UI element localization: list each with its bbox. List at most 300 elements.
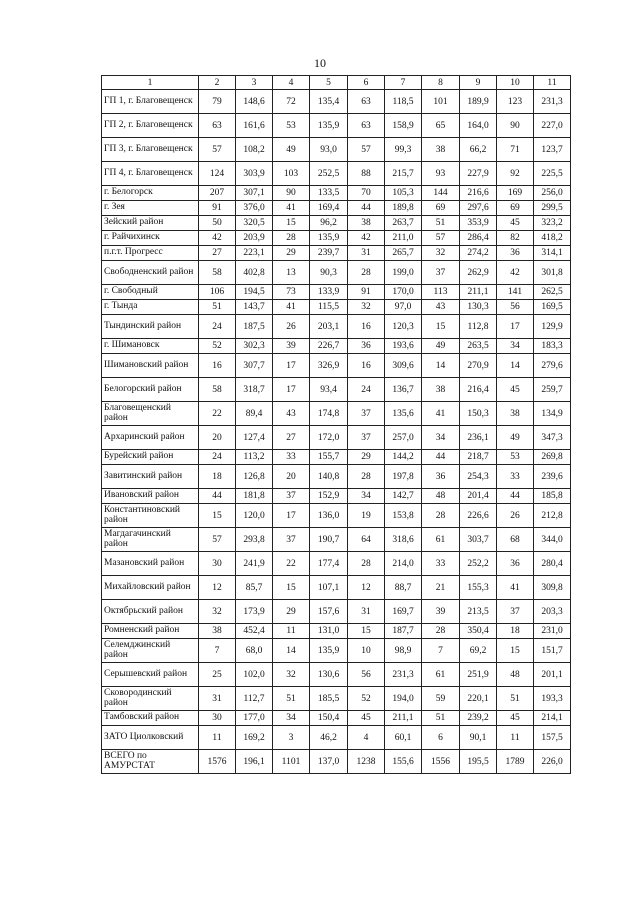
table-cell: 376,0 [236, 201, 273, 216]
table-cell: 31 [199, 687, 236, 711]
table-row [102, 726, 571, 750]
row-label: Михайловский район [102, 576, 199, 600]
table-cell: 148,6 [236, 90, 273, 114]
table-cell: 38 [497, 402, 534, 426]
table-cell: 269,8 [534, 450, 571, 465]
table-cell: 137,0 [310, 750, 348, 774]
table-cell: 218,7 [460, 450, 497, 465]
table-cell: 33 [497, 465, 534, 489]
table-cell: 194,0 [385, 687, 422, 711]
row-label: Октябрьский район [102, 600, 199, 624]
table-cell: 227,0 [534, 114, 571, 138]
table-cell: 51 [422, 711, 460, 726]
table-cell: 14 [273, 639, 310, 663]
table-cell: 169,2 [236, 726, 273, 750]
row-label: ГП 2, г. Благовещенск [102, 114, 199, 138]
table-row [102, 90, 571, 114]
column-header: 8 [422, 76, 460, 90]
table-cell: 297,6 [460, 201, 497, 216]
row-label: Завитинский район [102, 465, 199, 489]
table-cell: 12 [348, 576, 385, 600]
table-cell: 45 [348, 711, 385, 726]
column-header: 6 [348, 76, 385, 90]
table-cell: 56 [348, 663, 385, 687]
table-cell: 37 [273, 489, 310, 504]
table-cell: 187,7 [385, 624, 422, 639]
table-cell: 215,7 [385, 162, 422, 186]
column-header: 1 [102, 76, 199, 90]
table-row [102, 426, 571, 450]
table-cell: 24 [199, 450, 236, 465]
table-cell: 216,4 [460, 378, 497, 402]
table-cell: 214,1 [534, 711, 571, 726]
table-cell: 170,0 [385, 285, 422, 300]
table-cell: 58 [199, 378, 236, 402]
table-cell: 66,2 [460, 138, 497, 162]
table-cell: 43 [273, 402, 310, 426]
table-cell: 45 [497, 711, 534, 726]
column-header: 3 [236, 76, 273, 90]
table-cell: 57 [422, 231, 460, 246]
table-cell: 126,8 [236, 465, 273, 489]
table-cell: 53 [273, 114, 310, 138]
table-cell: 93 [422, 162, 460, 186]
column-header: 9 [460, 76, 497, 90]
table-cell: 189,8 [385, 201, 422, 216]
table-cell: 17 [273, 504, 310, 528]
table-cell: 64 [348, 528, 385, 552]
table-cell: 318,6 [385, 528, 422, 552]
table-cell: 152,9 [310, 489, 348, 504]
table-cell: 270,9 [460, 354, 497, 378]
table-cell: 7 [199, 639, 236, 663]
table-cell: 239,7 [310, 246, 348, 261]
table-cell: 318,7 [236, 378, 273, 402]
table-cell: 90,3 [310, 261, 348, 285]
table-cell: 140,8 [310, 465, 348, 489]
table-cell: 150,3 [460, 402, 497, 426]
table-cell: 44 [199, 489, 236, 504]
table-cell: 118,5 [385, 90, 422, 114]
table-cell: 15 [422, 315, 460, 339]
table-row [102, 711, 571, 726]
table-cell: 57 [348, 138, 385, 162]
table-cell: 1101 [273, 750, 310, 774]
table-cell: 17 [273, 354, 310, 378]
table-cell: 30 [199, 552, 236, 576]
row-label: Тындинский район [102, 315, 199, 339]
table-cell: 31 [348, 246, 385, 261]
table-cell: 13 [273, 261, 310, 285]
table-cell: 169,7 [385, 600, 422, 624]
table-cell: 28 [348, 261, 385, 285]
table-cell: 199,0 [385, 261, 422, 285]
table-cell: 155,7 [310, 450, 348, 465]
table-cell: 20 [199, 426, 236, 450]
table-cell: 169,4 [310, 201, 348, 216]
table-cell: 213,5 [460, 600, 497, 624]
table-cell: 16 [348, 315, 385, 339]
table-cell: 68,0 [236, 639, 273, 663]
table-cell: 14 [497, 354, 534, 378]
table-cell: 216,6 [460, 186, 497, 201]
table-cell: 231,3 [534, 90, 571, 114]
table-cell: 185,5 [310, 687, 348, 711]
table-cell: 29 [273, 246, 310, 261]
table-row [102, 450, 571, 465]
table-cell: 252,5 [310, 162, 348, 186]
column-header: 2 [199, 76, 236, 90]
table-cell: 265,7 [385, 246, 422, 261]
table-cell: 309,8 [534, 576, 571, 600]
table-cell: 52 [199, 339, 236, 354]
table-cell: 39 [273, 339, 310, 354]
table-row [102, 600, 571, 624]
statistics-table [101, 75, 571, 774]
table-cell: 274,2 [460, 246, 497, 261]
row-label: Тамбовский район [102, 711, 199, 726]
table-cell: 106 [199, 285, 236, 300]
table-cell: 15 [273, 576, 310, 600]
table-cell: 101 [422, 90, 460, 114]
table-cell: 418,2 [534, 231, 571, 246]
row-label: Селемджинский район [102, 639, 199, 663]
table-cell: 183,3 [534, 339, 571, 354]
table-cell: 38 [422, 378, 460, 402]
table-cell: 189,9 [460, 90, 497, 114]
row-label: Ивановский район [102, 489, 199, 504]
table-cell: 127,4 [236, 426, 273, 450]
table-cell: 63 [348, 90, 385, 114]
table-cell: 31 [348, 600, 385, 624]
table-cell: 320,5 [236, 216, 273, 231]
table-cell: 193,6 [385, 339, 422, 354]
row-label: г. Шимановск [102, 339, 199, 354]
table-cell: 32 [348, 300, 385, 315]
table-cell: 1238 [348, 750, 385, 774]
table-cell: 51 [199, 300, 236, 315]
table-cell: 256,0 [534, 186, 571, 201]
table-cell: 309,6 [385, 354, 422, 378]
column-header: 4 [273, 76, 310, 90]
table-cell: 28 [422, 504, 460, 528]
row-label: Шимановский район [102, 354, 199, 378]
table-row [102, 402, 571, 426]
table-cell: 42 [348, 231, 385, 246]
row-label: Белогорский район [102, 378, 199, 402]
table-cell: 10 [348, 639, 385, 663]
table-cell: 29 [273, 600, 310, 624]
table-cell: 259,7 [534, 378, 571, 402]
table-cell: 144 [422, 186, 460, 201]
table-cell: 326,9 [310, 354, 348, 378]
table-cell: 239,6 [534, 465, 571, 489]
table-cell: 133,9 [310, 285, 348, 300]
table-cell: 155,3 [460, 576, 497, 600]
table-row [102, 465, 571, 489]
table-cell: 105,3 [385, 186, 422, 201]
table-cell: 11 [273, 624, 310, 639]
row-label: ГП 1, г. Благовещенск [102, 90, 199, 114]
table-cell: 161,6 [236, 114, 273, 138]
table-cell: 21 [422, 576, 460, 600]
table-cell: 153,8 [385, 504, 422, 528]
table-cell: 25 [199, 663, 236, 687]
table-cell: 108,2 [236, 138, 273, 162]
table-cell: 11 [199, 726, 236, 750]
table-cell: 136,0 [310, 504, 348, 528]
table-cell: 99,3 [385, 138, 422, 162]
table-cell: 251,9 [460, 663, 497, 687]
row-label: Мазановский район [102, 552, 199, 576]
table-cell: 65 [422, 114, 460, 138]
table-cell: 37 [348, 426, 385, 450]
table-cell: 72 [273, 90, 310, 114]
row-label: Свободненский район [102, 261, 199, 285]
header-row [102, 76, 571, 90]
row-label: Константиновский район [102, 504, 199, 528]
table-row [102, 750, 571, 774]
table-cell: 286,4 [460, 231, 497, 246]
table-cell: 115,5 [310, 300, 348, 315]
table-cell: 93,4 [310, 378, 348, 402]
row-label: ЗАТО Циолковский [102, 726, 199, 750]
table-cell: 301,8 [534, 261, 571, 285]
table-cell: 58 [199, 261, 236, 285]
table-cell: 38 [199, 624, 236, 639]
table-cell: 307,1 [236, 186, 273, 201]
table-cell: 344,0 [534, 528, 571, 552]
table-cell: 113 [422, 285, 460, 300]
table-cell: 15 [199, 504, 236, 528]
row-label: ГП 4, г. Благовещенск [102, 162, 199, 186]
table-cell: 90 [273, 186, 310, 201]
table-cell: 51 [497, 687, 534, 711]
table-cell: 130,6 [310, 663, 348, 687]
row-label: п.г.т. Прогресс [102, 246, 199, 261]
table-cell: 18 [497, 624, 534, 639]
table-cell: 17 [273, 378, 310, 402]
table-cell: 347,3 [534, 426, 571, 450]
table-cell: 133,5 [310, 186, 348, 201]
table-cell: 262,5 [534, 285, 571, 300]
row-label: г. Райчихинск [102, 231, 199, 246]
table-cell: 14 [422, 354, 460, 378]
table-cell: 38 [422, 138, 460, 162]
table-cell: 32 [273, 663, 310, 687]
table-cell: 91 [199, 201, 236, 216]
table-cell: 44 [422, 450, 460, 465]
table-row [102, 663, 571, 687]
table-cell: 63 [199, 114, 236, 138]
table-cell: 15 [273, 216, 310, 231]
table-cell: 190,7 [310, 528, 348, 552]
table-cell: 11 [497, 726, 534, 750]
table-row [102, 354, 571, 378]
table-cell: 262,9 [460, 261, 497, 285]
table-cell: 314,1 [534, 246, 571, 261]
table-row [102, 300, 571, 315]
table-cell: 42 [497, 261, 534, 285]
table-cell: 98,9 [385, 639, 422, 663]
table-cell: 93,0 [310, 138, 348, 162]
table-cell: 303,7 [460, 528, 497, 552]
table-cell: 197,8 [385, 465, 422, 489]
row-label: Архаринский район [102, 426, 199, 450]
table-cell: 69,2 [460, 639, 497, 663]
table-cell: 113,2 [236, 450, 273, 465]
table-cell: 226,6 [460, 504, 497, 528]
table-cell: 96,2 [310, 216, 348, 231]
table-cell: 59 [422, 687, 460, 711]
table-cell: 28 [348, 552, 385, 576]
table-cell: 164,0 [460, 114, 497, 138]
table-cell: 63 [348, 114, 385, 138]
table-row [102, 186, 571, 201]
table-cell: 39 [422, 600, 460, 624]
table-cell: 112,8 [460, 315, 497, 339]
table-cell: 41 [273, 300, 310, 315]
row-label: Сковородинский район [102, 687, 199, 711]
table-cell: 135,9 [310, 231, 348, 246]
table-cell: 135,4 [310, 90, 348, 114]
table-cell: 231,0 [534, 624, 571, 639]
table-row [102, 624, 571, 639]
table-row [102, 138, 571, 162]
table-cell: 135,9 [310, 639, 348, 663]
table-cell: 15 [497, 639, 534, 663]
row-label: Зейский район [102, 216, 199, 231]
table-cell: 193,3 [534, 687, 571, 711]
table-cell: 135,9 [310, 114, 348, 138]
table-cell: 28 [273, 231, 310, 246]
table-row [102, 576, 571, 600]
table-cell: 1576 [199, 750, 236, 774]
table-cell: 34 [348, 489, 385, 504]
table-cell: 28 [422, 624, 460, 639]
table-cell: 42 [199, 231, 236, 246]
table-cell: 49 [273, 138, 310, 162]
table-cell: 169 [497, 186, 534, 201]
table-cell: 16 [348, 354, 385, 378]
table-cell: 15 [348, 624, 385, 639]
table-cell: 143,7 [236, 300, 273, 315]
row-label: г. Свободный [102, 285, 199, 300]
table-row [102, 216, 571, 231]
table-cell: 150,4 [310, 711, 348, 726]
table-cell: 91 [348, 285, 385, 300]
table-cell: 211,1 [460, 285, 497, 300]
table-cell: 32 [199, 600, 236, 624]
table-cell: 280,4 [534, 552, 571, 576]
table-cell: 70 [348, 186, 385, 201]
table-cell: 38 [348, 216, 385, 231]
table-cell: 169,5 [534, 300, 571, 315]
table-cell: 279,6 [534, 354, 571, 378]
table-row [102, 378, 571, 402]
table-cell: 32 [422, 246, 460, 261]
table-row [102, 489, 571, 504]
table-cell: 1789 [497, 750, 534, 774]
table-cell: 49 [497, 426, 534, 450]
table-cell: 112,7 [236, 687, 273, 711]
table-cell: 57 [199, 528, 236, 552]
table-cell: 88,7 [385, 576, 422, 600]
table-cell: 51 [422, 216, 460, 231]
table-cell: 44 [497, 489, 534, 504]
table-cell: 353,9 [460, 216, 497, 231]
table-cell: 44 [348, 201, 385, 216]
table-row [102, 261, 571, 285]
table-cell: 27 [273, 426, 310, 450]
table-cell: 158,9 [385, 114, 422, 138]
table-cell: 212,8 [534, 504, 571, 528]
row-label: Ромненский район [102, 624, 199, 639]
table-cell: 69 [497, 201, 534, 216]
page-number: 10 [314, 56, 326, 70]
table-cell: 27 [199, 246, 236, 261]
table-row [102, 114, 571, 138]
table-cell: 17 [497, 315, 534, 339]
table-cell: 124 [199, 162, 236, 186]
table-cell: 4 [348, 726, 385, 750]
table-cell: 22 [199, 402, 236, 426]
column-header: 10 [497, 76, 534, 90]
table-row [102, 639, 571, 663]
table-cell: 223,1 [236, 246, 273, 261]
table-cell: 263,7 [385, 216, 422, 231]
row-label: Благовещенский район [102, 402, 199, 426]
table-cell: 299,5 [534, 201, 571, 216]
table-cell: 49 [422, 339, 460, 354]
table-cell: 52 [348, 687, 385, 711]
table-cell: 82 [497, 231, 534, 246]
table-cell: 18 [199, 465, 236, 489]
table-cell: 201,1 [534, 663, 571, 687]
table-cell: 56 [497, 300, 534, 315]
table-cell: 37 [273, 528, 310, 552]
table-cell: 7 [422, 639, 460, 663]
table-cell: 173,9 [236, 600, 273, 624]
row-label: г. Тында [102, 300, 199, 315]
table-cell: 263,5 [460, 339, 497, 354]
row-label: г. Белогорск [102, 186, 199, 201]
table-cell: 129,9 [534, 315, 571, 339]
table-cell: 207 [199, 186, 236, 201]
table-cell: 303,9 [236, 162, 273, 186]
table-cell: 155,6 [385, 750, 422, 774]
table-cell: 3 [273, 726, 310, 750]
table-cell: 123,7 [534, 138, 571, 162]
table-cell: 53 [497, 450, 534, 465]
column-header: 5 [310, 76, 348, 90]
table-cell: 19 [348, 504, 385, 528]
table-cell: 185,8 [534, 489, 571, 504]
table-cell: 252,2 [460, 552, 497, 576]
table-cell: 51 [273, 687, 310, 711]
table-cell: 402,8 [236, 261, 273, 285]
table-cell: 136,7 [385, 378, 422, 402]
table-cell: 227,9 [460, 162, 497, 186]
table-cell: 134,9 [534, 402, 571, 426]
table-cell: 37 [348, 402, 385, 426]
table-cell: 452,4 [236, 624, 273, 639]
table-cell: 144,2 [385, 450, 422, 465]
table-cell: 214,0 [385, 552, 422, 576]
table-cell: 293,8 [236, 528, 273, 552]
table-cell: 26 [273, 315, 310, 339]
table-cell: 177,4 [310, 552, 348, 576]
